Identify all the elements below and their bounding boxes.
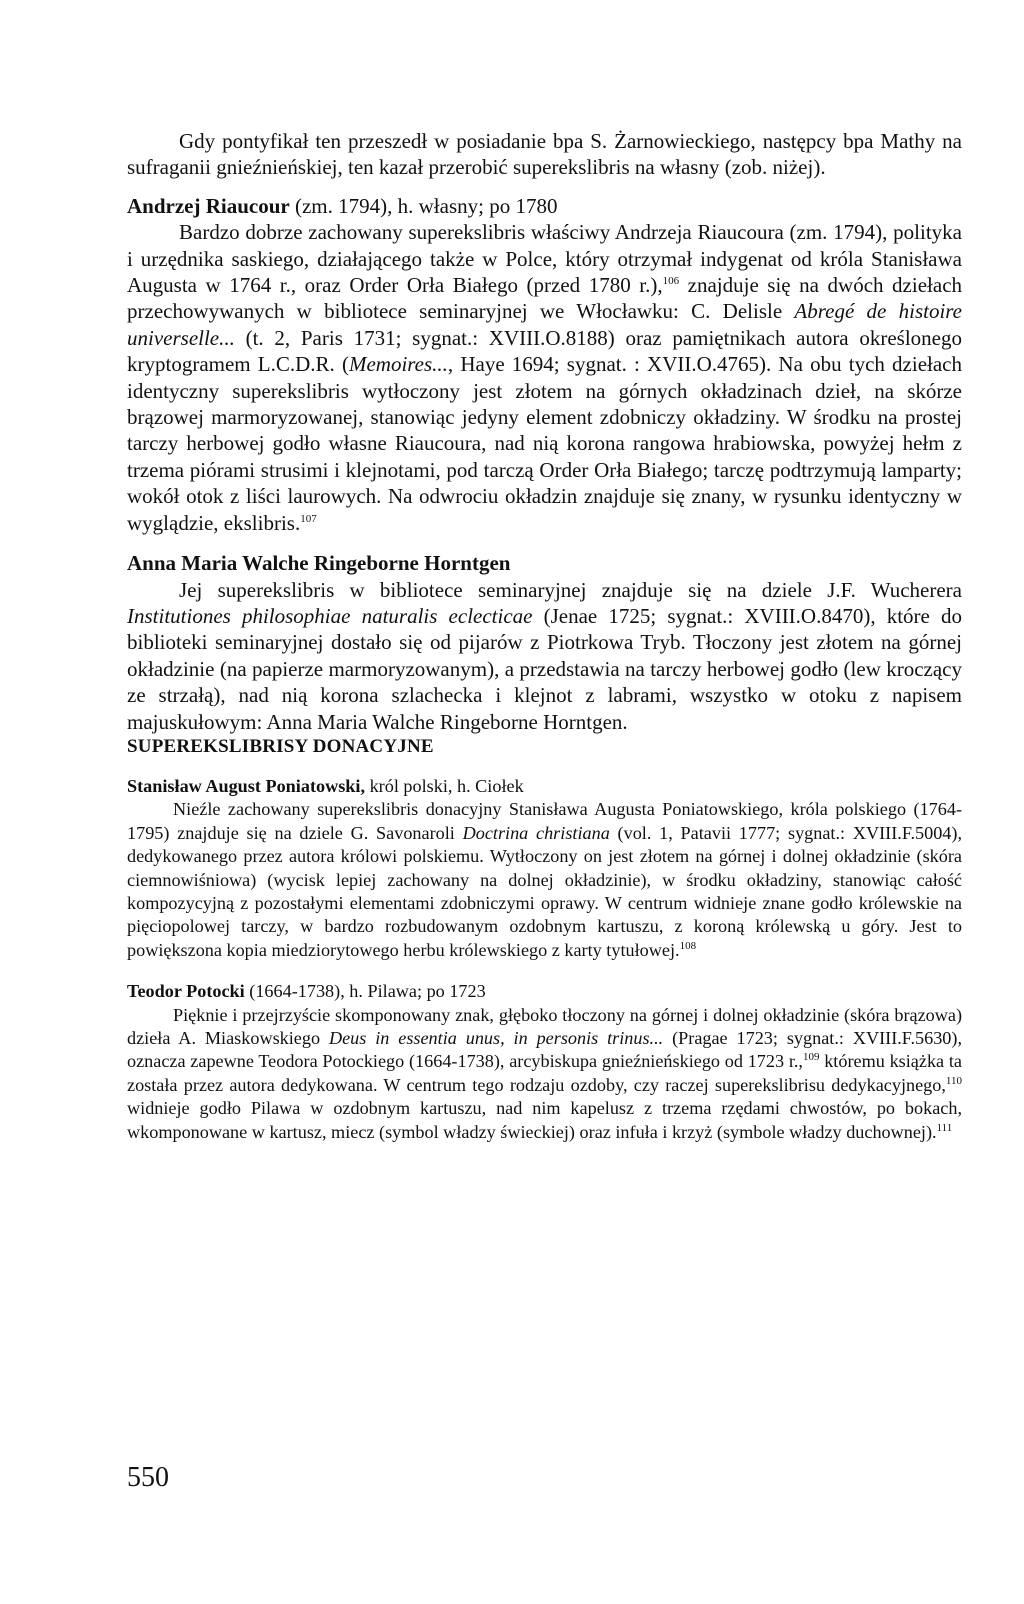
text-run: Jej superekslibris w bibliotece seminaryjnej znajduje się na dziele J.F. Wucherera: [179, 577, 962, 602]
entry-riaucour: [127, 193, 962, 536]
entry-heading-stanislaw: [127, 775, 962, 798]
entry-text-riaucour: [127, 219, 962, 536]
entry-meta: (zm. 1794), h. własny; po 1780: [289, 193, 558, 218]
book-title: Abregé de histoire universelle...: [127, 299, 962, 350]
entry-meta: król polski, h. Ciołek: [365, 775, 524, 796]
page-number: 550: [127, 1462, 169, 1493]
entry-text-teodor: [127, 1004, 962, 1144]
section-title: SUPEREKSLIBRISY DONACYJNE: [127, 735, 434, 757]
text-run: Bardzo dobrze zachowany superekslibris właściwy Andrzeja Riaucoura (zm. 1794), polityka i urzędnika saskiego, działającego także w Polce, który otrzymał indygenat od króla Stanisława Augusta w 1764 r., oraz Order Orła Białego (przed 1780 r.),: [127, 220, 962, 298]
footnote-ref: 108: [679, 939, 697, 952]
book-title: Doctrina christiana: [462, 822, 610, 843]
text-run: (Jenae 1725; sygnat.: XVIII.O.8470), które do biblioteki seminaryjnej dostało się od pijarów z Piotrkowa Tryb. Tłoczony jest złotem na górnej okładzinie (na papierze marmoryzowanym), a przedstawia na tarczy herbowej godło (lew kroczący ze strzałą), nad nią korona szlachecka i klejnot z labrami, wszystko w otoku z napisem majuskułowym: Anna Maria Walche Ringeborne Horntgen.: [127, 603, 962, 734]
entry-anna: [127, 550, 962, 735]
text-run: Pięknie i przejrzyście skomponowany znak, głęboko tłoczony na górnej i dolnej okładzinie (skóra brązowa) dzieła A. Miaskowskiego: [127, 1004, 962, 1048]
entry-name: Stanisław August Poniatowski,: [127, 775, 366, 796]
entry-name: Andrzej Riaucour: [127, 193, 290, 218]
book-title: Memoires...: [348, 352, 448, 377]
entry-heading-anna: Anna Maria Walche Ringeborne Horntgen: [127, 551, 511, 576]
text-run: Nieźle zachowany superekslibris donacyjny Stanisława Augusta Poniatowskiego, króla polskiego (1764-1795) znajduje się na dziele G. Savonaroli: [127, 799, 962, 843]
text-run: któremu książka ta została przez autora dedykowana. W centrum tego rodzaju ozdoby, czy raczej superekslibrisu dedykacyjnego,: [127, 1051, 962, 1095]
footnote-ref: 109: [802, 1051, 820, 1064]
entry-heading-riaucour: [127, 193, 962, 219]
footnote-ref: 107: [300, 512, 317, 525]
entry-name: Teodor Potocki: [127, 981, 245, 1002]
text-run: (t. 2, Paris 1731; sygnat.: XVIII.O.8188) oraz pamiętnikach autora określonego kryptogramem L.C.D.R. (: [127, 325, 962, 377]
entry-heading-teodor: [127, 980, 962, 1003]
entry-stanislaw: [127, 775, 962, 962]
paragraph-intro: Gdy pontyfikał ten przeszedł w posiadanie bpa S. Żarnowieckiego, następcy bpa Mathy na sufraganii gnieźnieńskiej, ten kazał przerobić superekslibris na własny (zob. niżej).: [127, 129, 962, 180]
footnote-ref: 106: [662, 275, 680, 288]
text-run: (Pragae 1723; sygnat.: XVIII.F.5630), oznacza zapewne Teodora Potockiego (1664-1738), arcybiskupa gnieźnieńskiego od 1723 r.,: [127, 1028, 962, 1072]
entry-text-stanislaw: [127, 798, 962, 962]
entry-teodor: [127, 980, 962, 1144]
entry-text-anna: [127, 577, 962, 735]
text-run: , Haye 1694; sygnat. : XVII.O.4765). Na obu tych dziełach identyczny superekslibris wytłoczony jest złotem na górnych okładzinach dzieł, na skórze brązowej marmoryzowanej, stanowiąc jedyny element zdobniczy okładziny. W środku na prostej tarczy herbowej godło własne Riaucoura, nad nią korona rangowa hrabiowska, powyżej hełm z trzema piórami strusimi i klejnotami, pod tarczą Order Orła Białego; tarczę podtrzymują lamparty; wokół otok z liści laurowych. Na odwrociu okładzin znajduje się znany, w rysunku identyczny w wyglądzie, ekslibris.: [127, 352, 963, 535]
text-run: widnieje godło Pilawa w ozdobnym kartuszu, nad nim kapelusz z trzema rzędami chwostów, po bokach, wkomponowane w kartusz, miecz (symbol władzy świeckiej) oraz infuła i krzyż (symbole władzy duchownej).: [127, 1098, 962, 1142]
footnote-ref: 111: [936, 1121, 953, 1134]
page-content: [127, 128, 962, 1144]
entry-meta: (1664-1738), h. Pilawa; po 1723: [244, 981, 486, 1002]
text-run: znajduje się na dwóch dziełach przechowywanych w bibliotece seminaryjnej we Włocławku: C. Delisle: [127, 273, 963, 324]
footnote-ref: 110: [945, 1074, 962, 1087]
book-title: Institutiones philosophiae naturalis eclecticae: [127, 603, 533, 628]
text-run: (vol. 1, Patavii 1777; sygnat.: XVIII.F.5004), dedykowanego przez autora królowi polskiemu. Wytłoczony on jest złotem na górnej i dolnej okładzinie (skóra ciemnowiśniowa) (wycisk lepiej zachowany na dolnej okładzinie), w środku okładziny, stanowiąc całość kompozycyjną z pozostałymi elementami zdobniczymi oprawy. W centrum widnieje znane godło królewskie na pięciopolowej tarczy, w bardzo rozbudowanym ozdobnym kartuszu, z koroną królewską u góry. Jest to powiększona kopia miedziorytowego herbu królewskiego z karty tytułowej.: [127, 822, 963, 960]
book-title: Deus in essentia unus, in personis trinus...: [328, 1028, 664, 1048]
